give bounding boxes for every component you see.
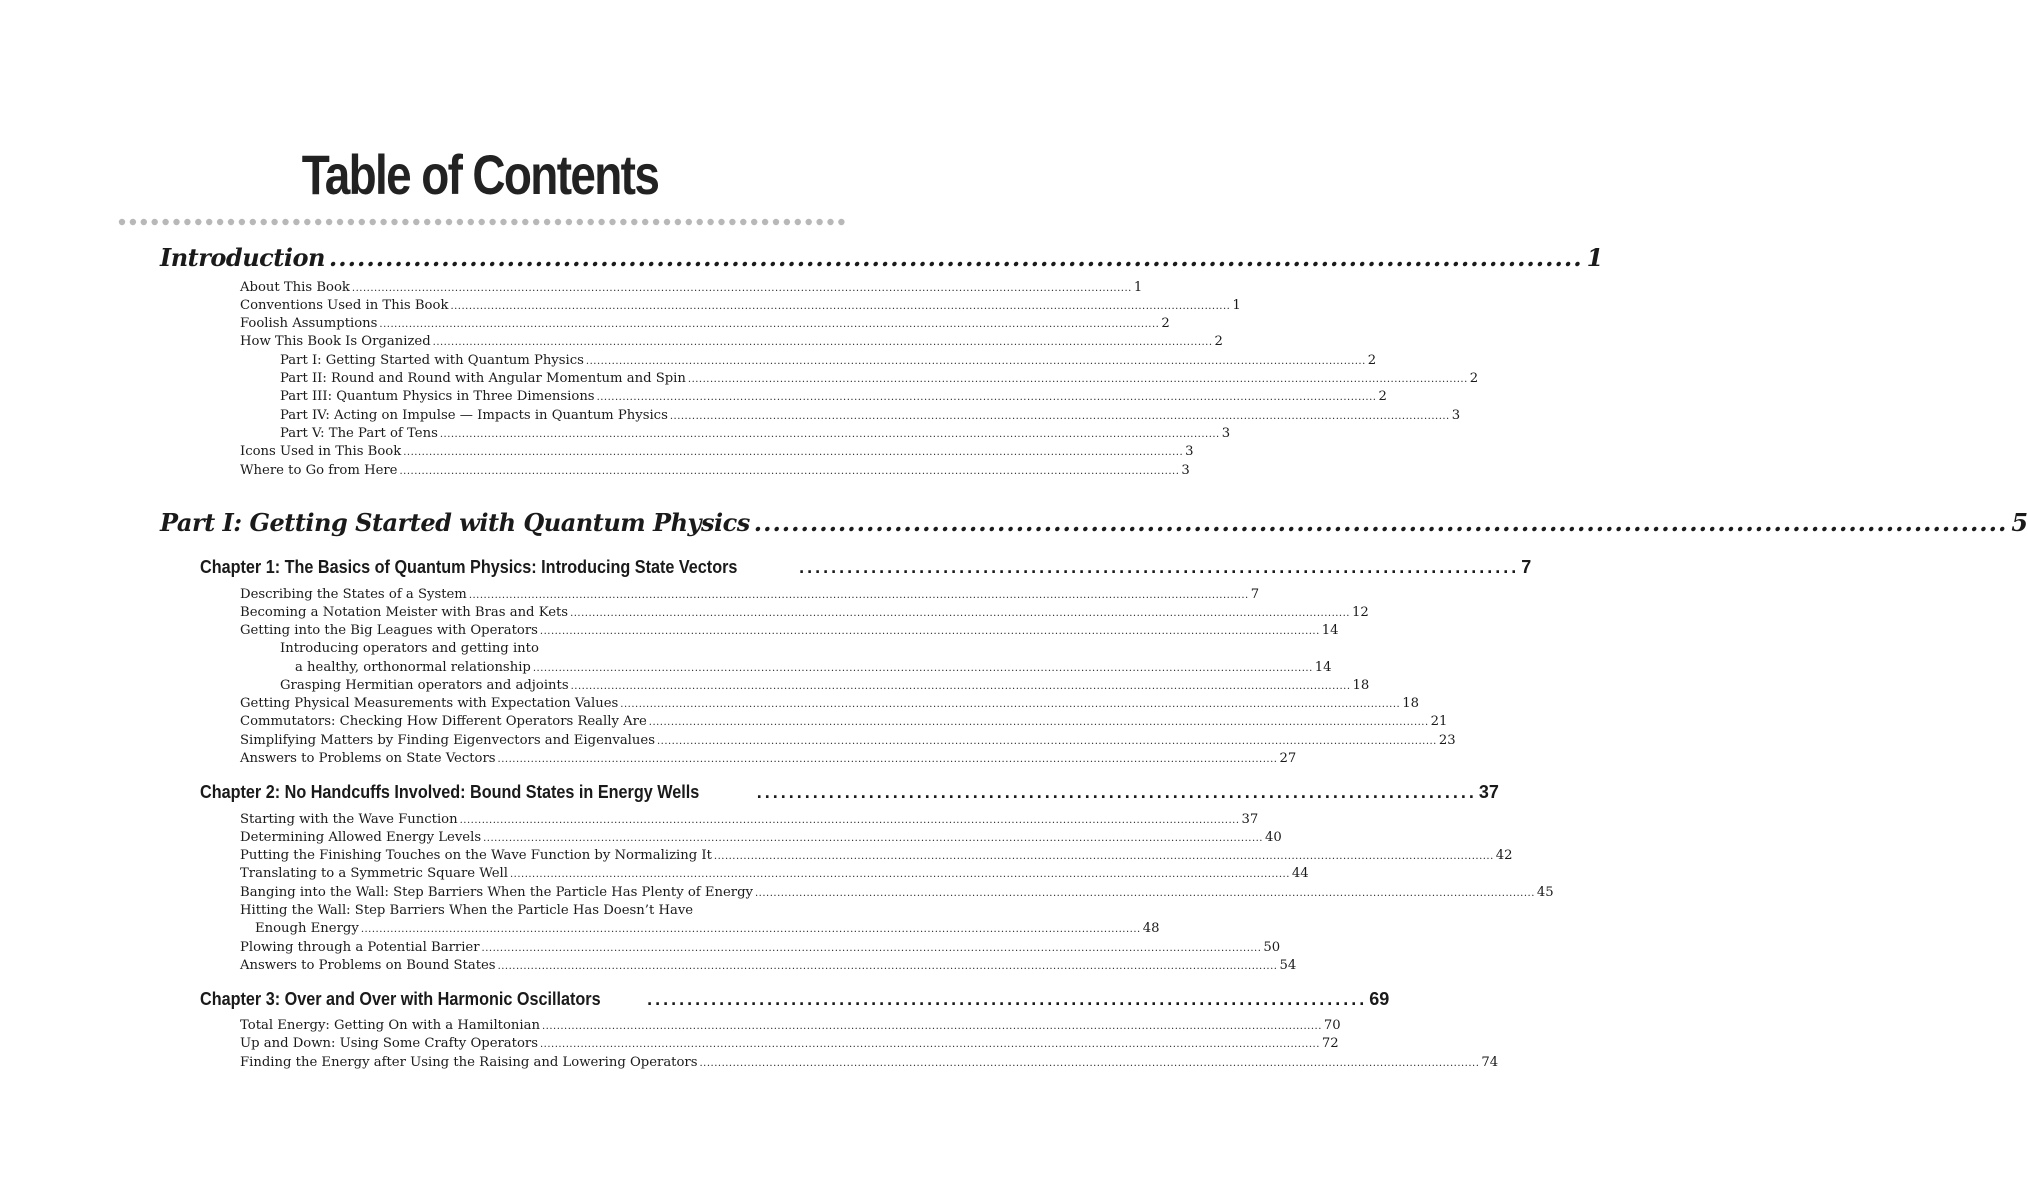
entry-title: a healthy, orthonormal relationship — [295, 660, 531, 675]
divider-dot — [184, 219, 190, 225]
divider-dot — [119, 219, 125, 225]
toc-entry[interactable] — [240, 587, 1260, 605]
entry-title: Where to Go from Here — [240, 463, 398, 478]
entry-title: Commutators: Checking How Different Operators Really Are — [240, 714, 647, 729]
part1-heading: Part I: Getting Started with Quantum Physics — [160, 508, 750, 537]
entry-page: 18 — [1402, 696, 1419, 711]
chapter3-heading: Chapter 3: Over and Over with Harmonic Oscillators — [200, 989, 601, 1009]
toc-entry[interactable] — [240, 280, 1143, 298]
leader-dots: .......................................................................................... — [756, 782, 1477, 802]
divider-dot — [653, 219, 659, 225]
entry-page: 50 — [1263, 940, 1281, 955]
entry-page: 3 — [1451, 408, 1461, 423]
entry-page: 21 — [1430, 714, 1448, 729]
dotted-divider — [118, 217, 844, 227]
divider-dot — [446, 219, 452, 225]
leader-dots: .................................................................................................................................................................................................................... — [432, 337, 1213, 348]
leader-dots: ...................................................................................................................................... — [328, 243, 1583, 272]
divider-dot — [326, 219, 332, 225]
toc-entry[interactable] — [240, 848, 1513, 866]
chapter2-heading: Chapter 2: No Handcuffs Involved: Bound States in Energy Wells — [200, 782, 700, 802]
leader-dots: .................................................................................................................................................................................................................... — [532, 663, 1313, 674]
entry-title: Up and Down: Using Some Crafty Operators — [240, 1036, 538, 1051]
entry-page: 27 — [1279, 751, 1297, 766]
entry-page: 37 — [1241, 812, 1259, 827]
divider-dot — [631, 219, 637, 225]
entry-title: Grasping Hermitian operators and adjoints — [280, 678, 569, 693]
divider-dot — [130, 219, 136, 225]
entry-page: 2 — [1214, 334, 1223, 349]
entry-page: 70 — [1323, 1018, 1341, 1033]
divider-dot — [740, 219, 746, 225]
leader-dots: .................................................................................................................................................................................................................... — [669, 411, 1450, 422]
divider-dot — [533, 219, 539, 225]
divider-dot — [511, 219, 517, 225]
entry-page: 42 — [1495, 848, 1513, 863]
toc-entry[interactable] — [295, 660, 1332, 678]
toc-entry[interactable] — [240, 605, 1369, 623]
entry-page: 14 — [1314, 660, 1332, 675]
divider-dot — [337, 219, 343, 225]
toc-entry-line[interactable]: Hitting the Wall: Step Barriers When the Particle Has Doesn’t Have — [240, 903, 694, 918]
divider-dot — [348, 219, 354, 225]
divider-dot — [620, 219, 626, 225]
chapter1-heading: Chapter 1: The Basics of Quantum Physics: Introducing State Vectors — [200, 557, 738, 577]
toc-entry[interactable] — [280, 353, 1377, 371]
leader-dots: .................................................................................................................................................................................................................... — [541, 1021, 1322, 1032]
toc-entry[interactable] — [280, 678, 1370, 696]
leader-dots: .................................................................................................................................................................................................................... — [755, 888, 1535, 899]
leader-dots: .................................................................................................................................................................................................................... — [539, 626, 1320, 637]
divider-dot — [435, 219, 441, 225]
leader-dots: .................................................................................................................................................................................................................... — [539, 1039, 1320, 1050]
entry-title: Banging into the Wall: Step Barriers When the Particle Has Plenty of Energy — [240, 885, 753, 900]
leader-dots: .................................................................................................................................................................................................................... — [459, 815, 1240, 826]
chapter1-page: 7 — [1521, 557, 1532, 577]
leader-dots: .................................................................................................................................................................................................................... — [713, 851, 1494, 862]
divider-dot — [402, 219, 408, 225]
toc-entry[interactable] — [240, 316, 1170, 334]
divider-dot — [555, 219, 561, 225]
divider-dot — [838, 219, 844, 225]
entry-title: How This Book Is Organized — [240, 334, 431, 349]
entry-title: Part IV: Acting on Impulse — Impacts in Quantum Physics — [280, 408, 668, 423]
entry-page: 48 — [1142, 921, 1160, 936]
toc-entry[interactable] — [240, 866, 1309, 884]
entry-title: Part II: Round and Round with Angular Momentum and Spin — [280, 371, 686, 386]
toc-entry[interactable] — [240, 298, 1241, 316]
toc-entry[interactable] — [280, 426, 1231, 444]
divider-dot — [359, 219, 365, 225]
chapter3-heading-row[interactable] — [200, 989, 1390, 1015]
entry-title: Determining Allowed Energy Levels — [240, 830, 482, 845]
entry-title: Part III: Quantum Physics in Three Dimensions — [280, 389, 595, 404]
divider-dot — [718, 219, 724, 225]
toc-entry[interactable] — [280, 371, 1479, 389]
leader-dots: ...................................................................................................................................... — [753, 508, 2008, 537]
divider-dot — [577, 219, 583, 225]
divider-dot — [195, 219, 201, 225]
entry-title: Getting Physical Measurements with Expectation Values — [240, 696, 619, 711]
divider-dot — [304, 219, 310, 225]
divider-dot — [795, 219, 801, 225]
leader-dots: .......................................................................................... — [799, 557, 1520, 577]
entry-title: Answers to Problems on State Vectors — [240, 751, 496, 766]
entry-page: 40 — [1264, 830, 1282, 845]
divider-dot — [261, 219, 267, 225]
toc-entry[interactable] — [240, 1055, 1499, 1073]
divider-dot — [173, 219, 179, 225]
divider-dot — [271, 219, 277, 225]
entry-page: 23 — [1438, 733, 1456, 748]
divider-dot — [675, 219, 681, 225]
divider-dot — [413, 219, 419, 225]
divider-dot — [544, 219, 550, 225]
toc-entry[interactable] — [240, 696, 1419, 714]
leader-dots: .................................................................................................................................................................................................................... — [648, 717, 1429, 728]
divider-dot — [228, 219, 234, 225]
toc-entry[interactable] — [280, 408, 1461, 426]
divider-dot — [784, 219, 790, 225]
divider-dot — [686, 219, 692, 225]
entry-page: 2 — [1378, 389, 1387, 404]
entry-page: 74 — [1481, 1055, 1499, 1070]
leader-dots: .................................................................................................................................................................................................................... — [585, 356, 1366, 367]
divider-dot — [162, 219, 168, 225]
entry-title: Foolish Assumptions — [240, 316, 378, 331]
entry-title: Plowing through a Potential Barrier — [240, 940, 480, 955]
leader-dots: .................................................................................................................................................................................................................... — [687, 374, 1468, 385]
entry-page: 2 — [1367, 353, 1377, 368]
leader-dots: .................................................................................................................................................................................................................... — [468, 590, 1249, 601]
entry-title: Simplifying Matters by Finding Eigenvectors and Eigenvalues — [240, 733, 655, 748]
leader-dots: .................................................................................................................................................................................................................... — [360, 924, 1141, 935]
entry-title: Starting with the Wave Function — [240, 812, 458, 827]
leader-dots: .................................................................................................................................................................................................................... — [483, 833, 1263, 844]
leader-dots: .................................................................................................................................................................................................................... — [399, 466, 1180, 477]
leader-dots: .................................................................................................................................................................................................................... — [439, 429, 1220, 440]
intro-heading: Introduction — [160, 243, 325, 272]
entry-title: Enough Energy — [255, 921, 359, 936]
toc-entry[interactable] — [280, 389, 1387, 407]
divider-dot — [751, 219, 757, 225]
divider-dot — [293, 219, 299, 225]
divider-dot — [217, 219, 223, 225]
divider-dot — [206, 219, 212, 225]
chapter1-heading-row[interactable] — [200, 557, 1532, 583]
part1-page: 5 — [2011, 508, 2028, 537]
divider-dot — [827, 219, 833, 225]
toc-entry[interactable] — [240, 812, 1259, 830]
divider-dot — [642, 219, 648, 225]
entry-page: 18 — [1352, 678, 1370, 693]
toc-entry[interactable] — [240, 940, 1281, 958]
entry-page: 2 — [1161, 316, 1170, 331]
toc-entry[interactable] — [240, 958, 1297, 976]
divider-dot — [598, 219, 604, 225]
entry-page: 3 — [1185, 444, 1194, 459]
leader-dots: .................................................................................................................................................................................................................... — [570, 681, 1351, 692]
chapter2-page: 37 — [1478, 782, 1499, 802]
entry-title: Putting the Finishing Touches on the Wave Function by Normalizing It — [240, 848, 712, 863]
toc-entry[interactable] — [240, 885, 1554, 903]
entry-page: 7 — [1250, 587, 1260, 602]
leader-dots: .................................................................................................................................................................................................................... — [450, 301, 1231, 312]
divider-dot — [609, 219, 615, 225]
leader-dots: .................................................................................................................................................................................................................... — [351, 283, 1132, 294]
divider-dot — [762, 219, 768, 225]
toc-entry[interactable] — [240, 1018, 1341, 1036]
toc-entry[interactable] — [240, 463, 1190, 481]
toc-entry[interactable] — [255, 921, 1160, 939]
divider-dot — [664, 219, 670, 225]
entry-page: 45 — [1536, 885, 1554, 900]
part1-heading-row[interactable] — [160, 508, 2028, 542]
divider-dot — [697, 219, 703, 225]
divider-dot — [816, 219, 822, 225]
toc-entry[interactable] — [240, 751, 1297, 769]
entry-page: 2 — [1469, 371, 1479, 386]
entry-page: 72 — [1321, 1036, 1339, 1051]
chapter2-heading-row[interactable] — [200, 782, 1499, 808]
leader-dots: .................................................................................................................................................................................................................... — [481, 943, 1262, 954]
divider-dot — [588, 219, 594, 225]
toc-entry[interactable] — [240, 714, 1448, 732]
entry-page: 3 — [1221, 426, 1231, 441]
entry-title: Part I: Getting Started with Quantum Physics — [280, 353, 584, 368]
entry-title: Describing the States of a System — [240, 587, 467, 602]
entry-title: Becoming a Notation Meister with Bras and Kets — [240, 605, 569, 620]
leader-dots: .................................................................................................................................................................................................................... — [379, 319, 1160, 330]
entry-title: Answers to Problems on Bound States — [240, 958, 496, 973]
entry-page: 14 — [1321, 623, 1339, 638]
intro-page: 1 — [1586, 243, 1604, 272]
entry-title: Translating to a Symmetric Square Well — [240, 866, 508, 881]
divider-dot — [773, 219, 779, 225]
toc-entry[interactable] — [240, 334, 1223, 352]
entry-title: Total Energy: Getting On with a Hamiltonian — [240, 1018, 540, 1033]
divider-dot — [522, 219, 528, 225]
entry-title: Finding the Energy after Using the Raising and Lowering Operators — [240, 1055, 698, 1070]
divider-dot — [457, 219, 463, 225]
leader-dots: .................................................................................................................................................................................................................... — [596, 392, 1377, 403]
toc-entry[interactable] — [240, 830, 1282, 848]
entry-title: About This Book — [240, 280, 350, 295]
entry-page: 44 — [1291, 866, 1309, 881]
entry-page: 12 — [1351, 605, 1369, 620]
toc-entry[interactable] — [240, 1036, 1339, 1054]
entry-page: 1 — [1232, 298, 1241, 313]
divider-dot — [468, 219, 474, 225]
divider-dot — [370, 219, 376, 225]
divider-dot — [141, 219, 147, 225]
entry-title: Conventions Used in This Book — [240, 298, 449, 313]
divider-dot — [391, 219, 397, 225]
entry-title: Icons Used in This Book — [240, 444, 402, 459]
entry-title: Part V: The Part of Tens — [280, 426, 438, 441]
leader-dots: .................................................................................................................................................................................................................... — [403, 447, 1184, 458]
divider-dot — [566, 219, 572, 225]
divider-dot — [489, 219, 495, 225]
chapter3-page: 69 — [1369, 989, 1390, 1009]
divider-dot — [729, 219, 735, 225]
divider-dot — [500, 219, 506, 225]
divider-dot — [239, 219, 245, 225]
toc-entry[interactable] — [240, 623, 1339, 641]
leader-dots: .................................................................................................................................................................................................................... — [509, 869, 1290, 880]
divider-dot — [424, 219, 430, 225]
divider-dot — [250, 219, 256, 225]
toc-entry[interactable] — [240, 733, 1456, 751]
entry-title: Getting into the Big Leagues with Operators — [240, 623, 538, 638]
leader-dots: .................................................................................................................................................................................................................... — [699, 1058, 1480, 1069]
toc-entry-line[interactable]: Introducing operators and getting into — [280, 641, 539, 656]
divider-dot — [707, 219, 713, 225]
leader-dots: .................................................................................................................................................................................................................... — [497, 961, 1278, 972]
entry-page: 1 — [1133, 280, 1143, 295]
divider-dot — [380, 219, 386, 225]
leader-dots: .................................................................................................................................................................................................................... — [497, 754, 1278, 765]
intro-heading-row[interactable] — [160, 243, 1604, 277]
entry-page: 3 — [1181, 463, 1190, 478]
leader-dots: .................................................................................................................................................................................................................... — [570, 608, 1350, 619]
entry-page: 54 — [1279, 958, 1297, 973]
leader-dots: .................................................................................................................................................................................................................... — [620, 699, 1401, 710]
leader-dots: .......................................................................................... — [647, 989, 1368, 1009]
page-title: Table of Contents — [301, 143, 659, 206]
toc-entry[interactable] — [240, 444, 1194, 462]
divider-dot — [282, 219, 288, 225]
leader-dots: .................................................................................................................................................................................................................... — [656, 736, 1437, 747]
divider-dot — [806, 219, 812, 225]
divider-dot — [479, 219, 485, 225]
divider-dot — [315, 219, 321, 225]
divider-dot — [152, 219, 158, 225]
